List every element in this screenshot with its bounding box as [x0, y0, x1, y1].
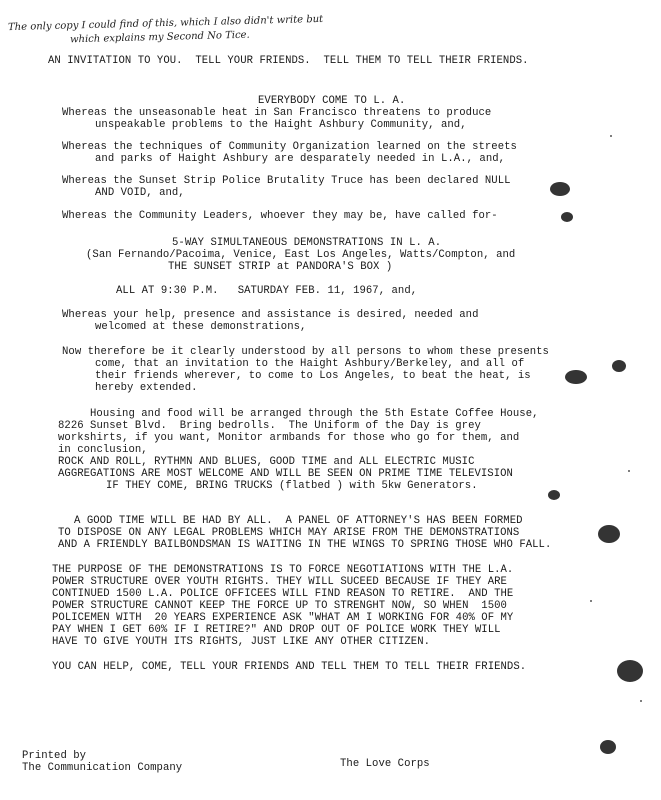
- date-time: ALL AT 9:30 P.M. SATURDAY FEB. 11, 1967, and,: [116, 285, 418, 297]
- whereas-1-line2: unspeakable problems to the Haight Ashbury Community, and,: [95, 119, 467, 131]
- ink-blot: [617, 660, 643, 682]
- good-time-line1: A GOOD TIME WILL BE HAD BY ALL. A PANEL OF ATTORNEY'S HAS BEEN FORMED: [74, 515, 523, 527]
- ink-blot: [598, 525, 620, 543]
- purpose-line5: POLICEMEN WITH 20 YEARS EXPERIENCE ASK "WHAT AM I WORKING FOR 40% OF MY: [52, 612, 514, 624]
- printed-by: Printed by: [22, 750, 87, 762]
- handwritten-note-line1: The only copy I could find of this, which I also didn't write but: [7, 13, 324, 34]
- whereas-3-line2: AND VOID, and,: [95, 187, 185, 199]
- demonstrations-line3: THE SUNSET STRIP at PANDORA'S BOX ): [168, 261, 393, 273]
- flyer-title: EVERYBODY COME TO L. A.: [258, 95, 406, 107]
- now-therefore-line4: hereby extended.: [95, 382, 198, 394]
- whereas-help-line1: Whereas your help, presence and assistance is desired, needed and: [62, 309, 479, 321]
- invitation-header: AN INVITATION TO YOU. TELL YOUR FRIENDS. TELL THEM TO TELL THEIR FRIENDS.: [48, 55, 529, 67]
- now-therefore-line1: Now therefore be it clearly understood by all persons to whom these presents: [62, 346, 549, 358]
- housing-line3: workshirts, if you want, Monitor armbands for those who go for them, and: [58, 432, 520, 444]
- scan-speck: [590, 600, 592, 602]
- now-therefore-line3: their friends wherever, to come to Los Angeles, to beat the heat, is: [95, 370, 531, 382]
- whereas-4-line1: Whereas the Community Leaders, whoever they may be, have called for-: [62, 210, 498, 222]
- ink-blot: [561, 212, 573, 222]
- love-corps: The Love Corps: [340, 758, 430, 770]
- now-therefore-line2: come, that an invitation to the Haight Ashbury/Berkeley, and all of: [95, 358, 525, 370]
- ink-blot: [550, 182, 570, 196]
- purpose-line2: POWER STRUCTURE OVER YOUTH RIGHTS. THEY WILL SUCEED BECAUSE IF THEY ARE: [52, 576, 507, 588]
- ink-blot: [548, 490, 560, 500]
- demonstrations-line2: (San Fernando/Pacoima, Venice, East Los Angeles, Watts/Compton, and: [86, 249, 516, 261]
- housing-line1: Housing and food will be arranged through the 5th Estate Coffee House,: [90, 408, 539, 420]
- music-line3: IF THEY COME, BRING TRUCKS (flatbed ) with 5kw Generators.: [106, 480, 478, 492]
- scan-speck: [640, 700, 642, 702]
- housing-line4: in conclusion,: [58, 444, 148, 456]
- ink-blot: [565, 370, 587, 384]
- music-line1: ROCK AND ROLL, RYTHMN AND BLUES, GOOD TIME and ALL ELECTRIC MUSIC: [58, 456, 475, 468]
- handwritten-note-line2: which explains my Second No Tice.: [69, 29, 250, 46]
- demonstrations-line1: 5-WAY SIMULTANEOUS DEMONSTRATIONS IN L. A.: [172, 237, 442, 249]
- good-time-line2: TO DISPOSE ON ANY LEGAL PROBLEMS WHICH MAY ARISE FROM THE DEMONSTRATIONS: [58, 527, 520, 539]
- whereas-2-line1: Whereas the techniques of Community Organization learned on the streets: [62, 141, 517, 153]
- communication-company: The Communication Company: [22, 762, 183, 774]
- music-line2: AGGREGATIONS ARE MOST WELCOME AND WILL BE SEEN ON PRIME TIME TELEVISION: [58, 468, 513, 480]
- ink-blot: [600, 740, 616, 754]
- housing-line2: 8226 Sunset Blvd. Bring bedrolls. The Uniform of the Day is grey: [58, 420, 481, 432]
- scan-speck: [628, 470, 630, 472]
- scan-speck: [610, 135, 612, 137]
- purpose-line3: CONTINUED 1500 L.A. POLICE OFFICEES WILL FIND REASON TO RETIRE. AND THE: [52, 588, 514, 600]
- whereas-3-line1: Whereas the Sunset Strip Police Brutality Truce has been declared NULL: [62, 175, 511, 187]
- purpose-line6: PAY WHEN I GET 60% IF I RETIRE?" AND DROP OUT OF POLICE WORK THEY WILL: [52, 624, 501, 636]
- purpose-line7: HAVE TO GIVE YOUTH ITS RIGHTS, JUST LIKE ANY OTHER CITIZEN.: [52, 636, 431, 648]
- purpose-line4: POWER STRUCTURE CANNOT KEEP THE FORCE UP TO STRENGHT NOW, SO WHEN 1500: [52, 600, 507, 612]
- whereas-help-line2: welcomed at these demonstrations,: [95, 321, 307, 333]
- good-time-line3: AND A FRIENDLY BAILBONDSMAN IS WAITING IN THE WINGS TO SPRING THOSE WHO FALL.: [58, 539, 552, 551]
- ink-blot: [612, 360, 626, 372]
- purpose-line1: THE PURPOSE OF THE DEMONSTRATIONS IS TO FORCE NEGOTIATIONS WITH THE L.A.: [52, 564, 514, 576]
- closing-line: YOU CAN HELP, COME, TELL YOUR FRIENDS AND TELL THEM TO TELL THEIR FRIENDS.: [52, 661, 527, 673]
- whereas-1-line1: Whereas the unseasonable heat in San Francisco threatens to produce: [62, 107, 492, 119]
- whereas-2-line2: and parks of Haight Ashbury are desparately needed in L.A., and,: [95, 153, 506, 165]
